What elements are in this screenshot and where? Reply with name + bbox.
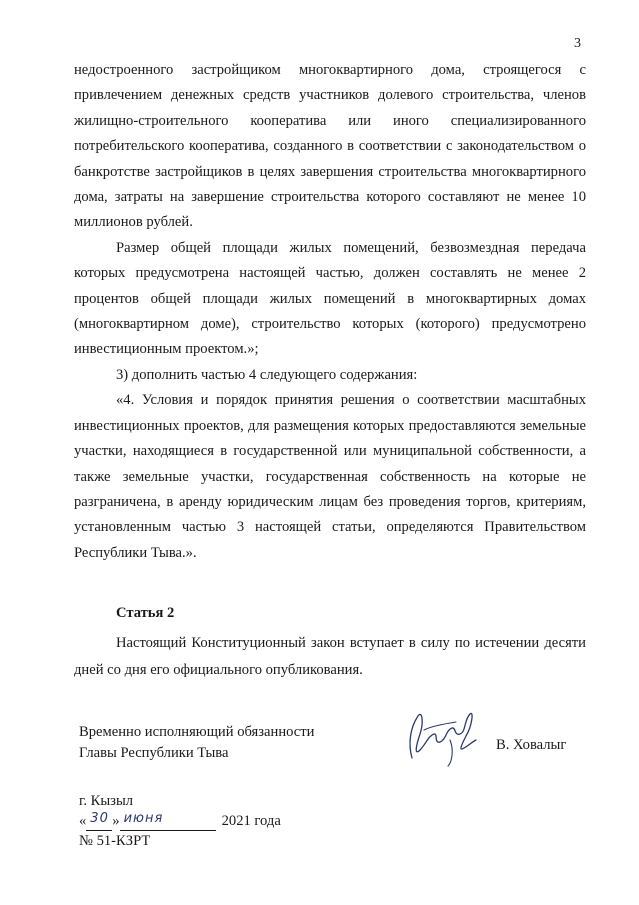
signatory-position bbox=[79, 722, 314, 764]
day-blank bbox=[86, 812, 112, 831]
paragraph-continuation: недостроенного застройщиком многоквартирного дома, строящегося с привлечением денежных средств участников долевого строительства, членов жилищно-строительного кооператива или иного специализированного потребительского кооператива, созданного в соответствии с законодательством о банкротстве застройщиков в целях завершения строительства многоквартирного дома, затраты на завершение строительства которого составляют не менее 10 миллионов рублей. bbox=[74, 62, 586, 231]
month-blank bbox=[120, 812, 216, 831]
paragraph-amendment-item: 3) дополнить частью 4 следующего содержания: bbox=[116, 366, 418, 383]
year: 2021 года bbox=[221, 813, 281, 829]
page-number: 3 bbox=[574, 36, 581, 51]
signatory-name: В. Ховалыг bbox=[496, 737, 567, 753]
paragraph-part-4: «4. Условия и порядок принятия решения о соответствии масштабных инвестиционных проектов, для размещения которых предоставляются земельные участки, находящиеся в государственной или муниципальной собственности, а также земельные участки, государственная собственность на которые не разграничена, в аренду юридическим лицам без проведения торгов, критериям, установленным частью 3 настоящей статьи, определяются Правительством Республики Тыва.». bbox=[74, 392, 586, 561]
date-line bbox=[79, 811, 281, 831]
handwritten-day: 30 bbox=[90, 811, 109, 826]
signatory-position-line-2: Главы Республики Тыва bbox=[79, 745, 229, 761]
law-number: № 51-КЗРТ bbox=[79, 833, 151, 849]
signatory-position-line-1: Временно исполняющий обязанности bbox=[79, 724, 315, 740]
place-date-block bbox=[79, 791, 281, 851]
city: г. Кызыл bbox=[79, 793, 134, 809]
document-body bbox=[74, 58, 586, 566]
handwritten-month: июня bbox=[123, 811, 164, 826]
handwritten-signature bbox=[394, 700, 484, 772]
quote-close: » bbox=[112, 813, 120, 829]
quote-open: « bbox=[79, 813, 87, 829]
article-2-heading: Статья 2 bbox=[116, 605, 175, 621]
paragraph-housing-area: Размер общей площади жилых помещений, безвозмездная передача которых предусмотрена настоящей частью, должен составлять не менее 2 процентов общей площади жилых помещений в многоквартирных домах (многоквартирном доме), строительство которых (которого) предусмотрено инвестиционным проектом.»; bbox=[74, 239, 586, 358]
article-2-text: Настоящий Конституционный закон вступает в силу по истечении десяти дней со дня его официального опубликования. bbox=[74, 635, 586, 678]
